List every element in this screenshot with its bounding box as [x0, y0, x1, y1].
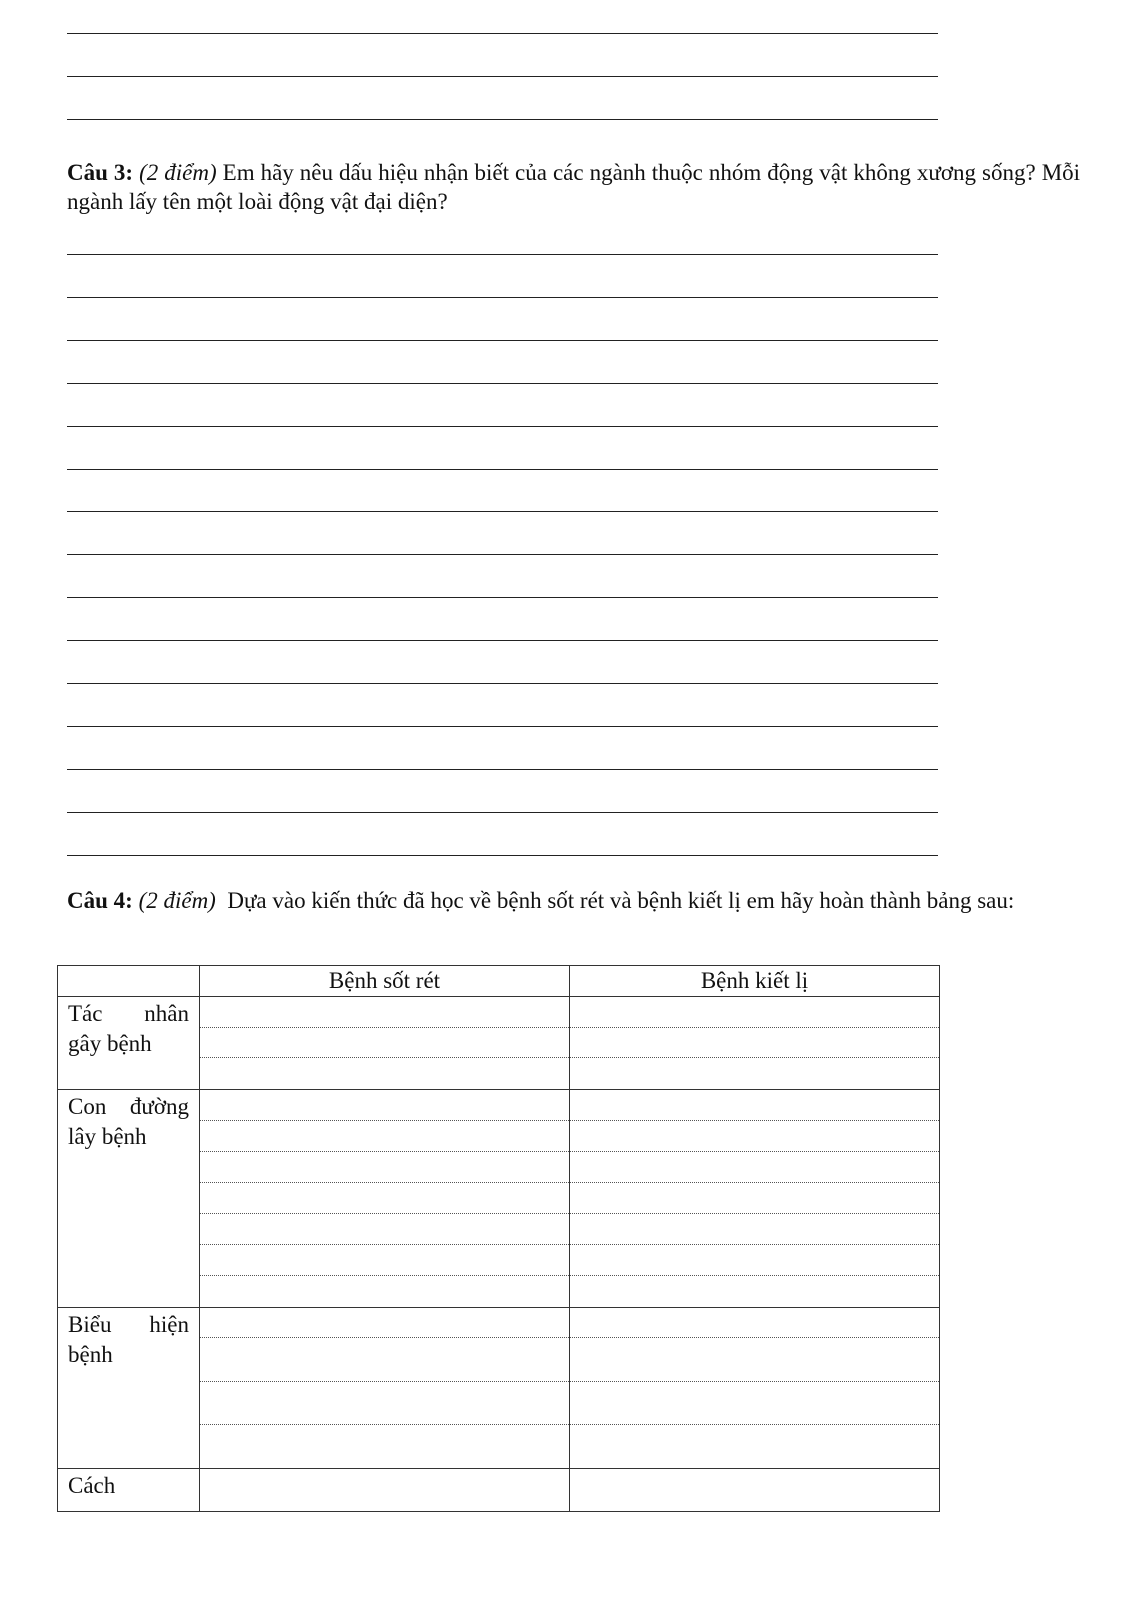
question-4-points: (2 điểm) — [138, 888, 216, 913]
answer-cell-malaria[interactable] — [200, 1308, 570, 1469]
table-row — [58, 1308, 940, 1469]
answer-line — [67, 640, 938, 641]
answer-cell-malaria[interactable] — [200, 1090, 570, 1308]
question-3 — [67, 158, 1080, 216]
question-3-points: (2 điểm) — [139, 160, 217, 185]
question-4 — [67, 886, 1080, 915]
answer-cell-dysentery[interactable] — [570, 997, 940, 1090]
answer-line — [67, 554, 938, 555]
answer-line — [67, 340, 938, 341]
header-empty-cell — [58, 966, 200, 997]
answer-cell-malaria[interactable] — [200, 1469, 570, 1512]
header-malaria: Bệnh sốt rét — [200, 966, 570, 997]
row-label-prevention: Cách — [58, 1469, 200, 1512]
disease-comparison-table — [57, 965, 940, 1512]
table-row — [58, 1090, 940, 1308]
answer-line — [67, 812, 938, 813]
answer-line — [67, 76, 938, 77]
answer-cell-dysentery[interactable] — [570, 1090, 940, 1308]
answer-cell-dysentery[interactable] — [570, 1308, 940, 1469]
answer-line — [67, 254, 938, 255]
question-3-number: Câu 3: — [67, 160, 134, 185]
answer-line — [67, 511, 938, 512]
question-4-text: Dựa vào kiến thức đã học về bệnh sốt rét và bệnh kiết lị em hãy hoàn thành bảng sau: — [227, 888, 1015, 913]
answer-cell-dysentery[interactable] — [570, 1469, 940, 1512]
answer-line — [67, 426, 938, 427]
table-row — [58, 1469, 940, 1512]
answer-line — [67, 726, 938, 727]
answer-line — [67, 119, 938, 120]
row-label-transmission: Con đường lây bệnh — [58, 1090, 200, 1308]
header-dysentery: Bệnh kiết lị — [570, 966, 940, 997]
answer-line — [67, 769, 938, 770]
answer-cell-malaria[interactable] — [200, 997, 570, 1090]
question-3-text: Em hãy nêu dấu hiệu nhận biết của các ngành thuộc nhóm động vật không xương sống? Mỗi ngành lấy tên một loài động vật đại diện? — [67, 160, 1081, 214]
answer-line — [67, 383, 938, 384]
answer-line — [67, 855, 938, 856]
answer-line — [67, 597, 938, 598]
table-header-row — [58, 966, 940, 997]
question-4-number: Câu 4: — [67, 888, 133, 913]
answer-line — [67, 297, 938, 298]
answer-line — [67, 683, 938, 684]
answer-line — [67, 33, 938, 34]
row-label-symptoms: Biểu hiện bệnh — [58, 1308, 200, 1469]
answer-line — [67, 469, 938, 470]
row-label-pathogen: Tác nhân gây bệnh — [58, 997, 200, 1090]
table-row — [58, 997, 940, 1090]
